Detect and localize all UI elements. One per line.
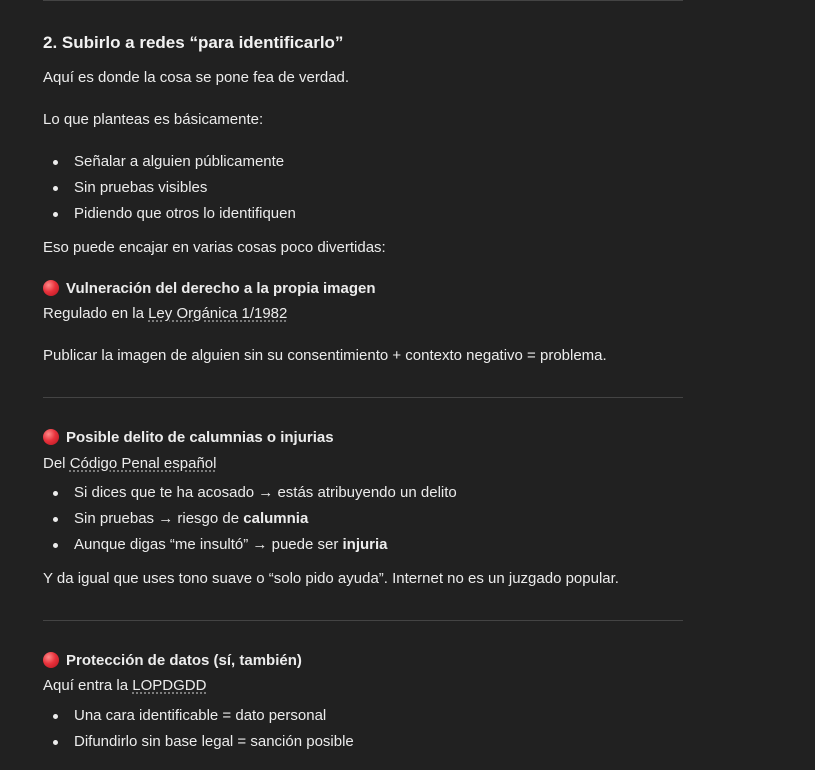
bullet-icon bbox=[53, 714, 58, 719]
list-item-text: Aunque digas “me insultó” → puede ser injuria bbox=[74, 536, 388, 553]
list-item-text: Señalar a alguien públicamente bbox=[74, 153, 285, 170]
bullet-icon bbox=[53, 543, 58, 548]
block3-regulation-prefix: Aquí entra la bbox=[43, 677, 133, 694]
block1-title-text: Vulneración del derecho a la propia imagen bbox=[66, 280, 376, 297]
bullet-icon bbox=[53, 212, 58, 217]
list-item-text: Pidiendo que otros lo identifiquen bbox=[74, 205, 296, 222]
list-item-text: Sin pruebas → riesgo de calumnia bbox=[74, 510, 309, 527]
list-item-text: Una cara identificable = dato personal bbox=[74, 707, 327, 724]
list-item-text: Si dices que te ha acosado → estás atribuyendo un delito bbox=[74, 484, 457, 501]
block1-regulation bbox=[43, 304, 287, 324]
lopdgdd-link[interactable]: LOPDGDD bbox=[132, 677, 207, 694]
intro-paragraph: Aquí es donde la cosa se pone fea de verdad. bbox=[43, 69, 350, 86]
bullet-icon bbox=[53, 740, 58, 745]
block2-title-text: Posible delito de calumnias o injurias bbox=[66, 429, 334, 446]
block2-regulation bbox=[43, 454, 216, 474]
block1-title bbox=[43, 279, 376, 299]
red-circle-icon bbox=[43, 429, 59, 445]
bold-term: injuria bbox=[342, 536, 388, 553]
block2-title bbox=[43, 428, 334, 448]
divider bbox=[43, 397, 683, 398]
ley-organica-link[interactable]: Ley Orgánica 1/1982 bbox=[148, 305, 288, 322]
bullet-icon bbox=[53, 517, 58, 522]
fit-paragraph: Eso puede encajar en varias cosas poco divertidas: bbox=[43, 239, 386, 256]
block1-paragraph: Publicar la imagen de alguien sin su consentimiento + contexto negativo = problema. bbox=[43, 347, 607, 364]
block2-regulation-prefix: Del bbox=[43, 455, 70, 472]
block3-regulation bbox=[43, 676, 206, 696]
block2-paragraph: Y da igual que uses tono suave o “solo pido ayuda”. Internet no es un juzgado popular. bbox=[43, 570, 619, 587]
bold-term: calumnia bbox=[243, 510, 309, 527]
section-heading: 2. Subirlo a redes “para identificarlo” bbox=[43, 33, 344, 52]
block3-title-text: Protección de datos (sí, también) bbox=[66, 652, 302, 669]
block1-regulation-prefix: Regulado en la bbox=[43, 305, 149, 322]
list-item-text: Sin pruebas visibles bbox=[74, 179, 208, 196]
bullet-icon bbox=[53, 186, 58, 191]
red-circle-icon bbox=[43, 280, 59, 296]
lead-paragraph: Lo que planteas es básicamente: bbox=[43, 111, 264, 128]
divider bbox=[43, 620, 683, 621]
bullet-icon bbox=[53, 491, 58, 496]
block3-title bbox=[43, 651, 302, 671]
bullet-icon bbox=[53, 160, 58, 165]
list-item-text: Difundirlo sin base legal = sanción posible bbox=[74, 733, 354, 750]
codigo-penal-link[interactable]: Código Penal español bbox=[69, 455, 217, 472]
top-divider bbox=[43, 0, 683, 1]
red-circle-icon bbox=[43, 652, 59, 668]
